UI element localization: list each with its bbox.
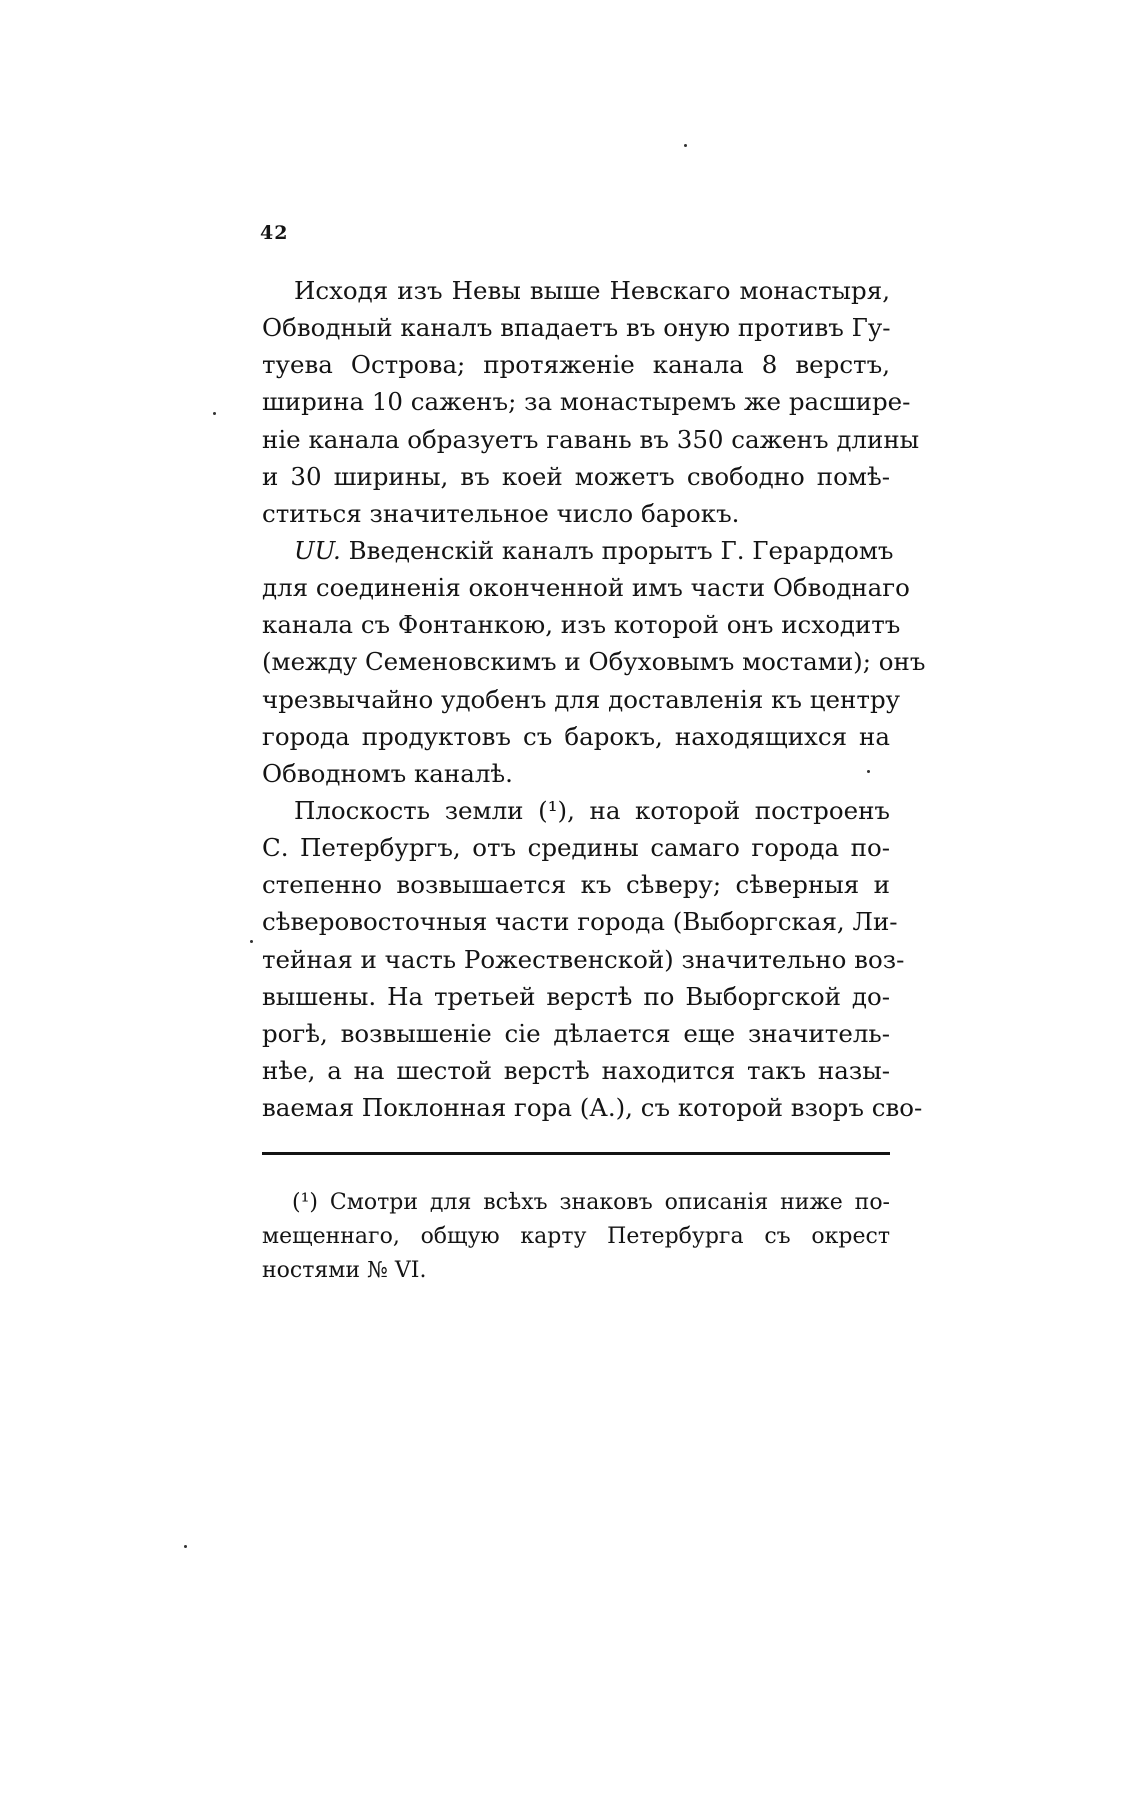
text-line: [262, 532, 894, 569]
scan-speck: [213, 412, 216, 415]
text-line: Обводномъ каналѣ.: [262, 758, 513, 788]
scan-speck: [250, 940, 253, 943]
paragraph-vvedensky-canal: [262, 532, 926, 792]
footnote-marker[interactable]: (¹): [538, 795, 568, 825]
text-line: Исходя изъ Невы выше Невскаго монастыря,: [294, 276, 890, 305]
text-line: для соединенія оконченной имъ части Обводнаго: [262, 573, 910, 603]
text-line: Обводный каналъ впадаетъ въ оную противъ Гу-: [262, 313, 891, 343]
footnote-line: мещеннаго, общую карту Петербурга съ окрест: [262, 1224, 890, 1249]
paragraph-obvodny-canal: [262, 272, 920, 532]
text-line: туева Острова; протяженіе канала 8 верстъ,: [262, 350, 890, 380]
text-line: ститься значительное число барокъ.: [262, 498, 740, 528]
scan-speck: [684, 144, 687, 147]
text-line: канала съ Фонтанкою, изъ которой онъ исходитъ: [262, 610, 901, 640]
footnote-block: [262, 1186, 890, 1288]
text-fragment: Введенскій каналъ прорытъ Г. Герардомъ: [348, 535, 894, 565]
text-line: [262, 792, 890, 829]
text-line: ширина 10 саженъ; за монастыремъ же расшире-: [262, 387, 911, 417]
text-line: тейная и часть Рожественской) значительно воз-: [262, 944, 905, 974]
text-fragment: Плоскость земли: [294, 795, 524, 825]
footnote-line: (¹) Смотри для всѣхъ знаковъ описанія ниже по-: [292, 1190, 890, 1215]
page-number: 42: [260, 222, 289, 244]
text-line: ніе канала образуетъ гавань въ 350 саженъ длины: [262, 424, 920, 454]
paragraph-terrain: [262, 792, 923, 1126]
scan-speck: [867, 770, 870, 773]
text-fragment: , на которой построенъ: [567, 795, 890, 825]
text-line: чрезвычайно удобенъ для доставленія къ центру: [262, 684, 901, 714]
text-line: и 30 ширины, въ коей можетъ свободно помѣ-: [262, 461, 890, 491]
text-line: ваемая Поклонная гора (А.), съ которой взоръ сво-: [262, 1093, 923, 1123]
text-line: сѣверовосточныя части города (Выборгская, Ли-: [262, 907, 898, 937]
text-line: рогѣ, возвышеніе сіе дѣлается еще значитель-: [262, 1018, 890, 1048]
section-label: UU.: [294, 535, 341, 565]
footnote-divider: [262, 1152, 890, 1155]
text-line: С. Петербургъ, отъ средины самаго города по-: [262, 833, 890, 863]
main-text-block: [262, 272, 926, 1126]
scan-speck: [184, 1545, 187, 1548]
text-line: нѣе, а на шестой верстѣ находится такъ назы-: [262, 1055, 890, 1085]
text-line: вышены. На третьей верстѣ по Выборгской до-: [262, 981, 890, 1011]
text-line: (между Семеновскимъ и Обуховымъ мостами); онъ: [262, 647, 926, 677]
text-line: степенно возвышается къ сѣверу; сѣверныя и: [262, 870, 890, 900]
text-line: города продуктовъ съ барокъ, находящихся на: [262, 721, 890, 751]
footnote-line: ностями № VI.: [262, 1258, 427, 1283]
